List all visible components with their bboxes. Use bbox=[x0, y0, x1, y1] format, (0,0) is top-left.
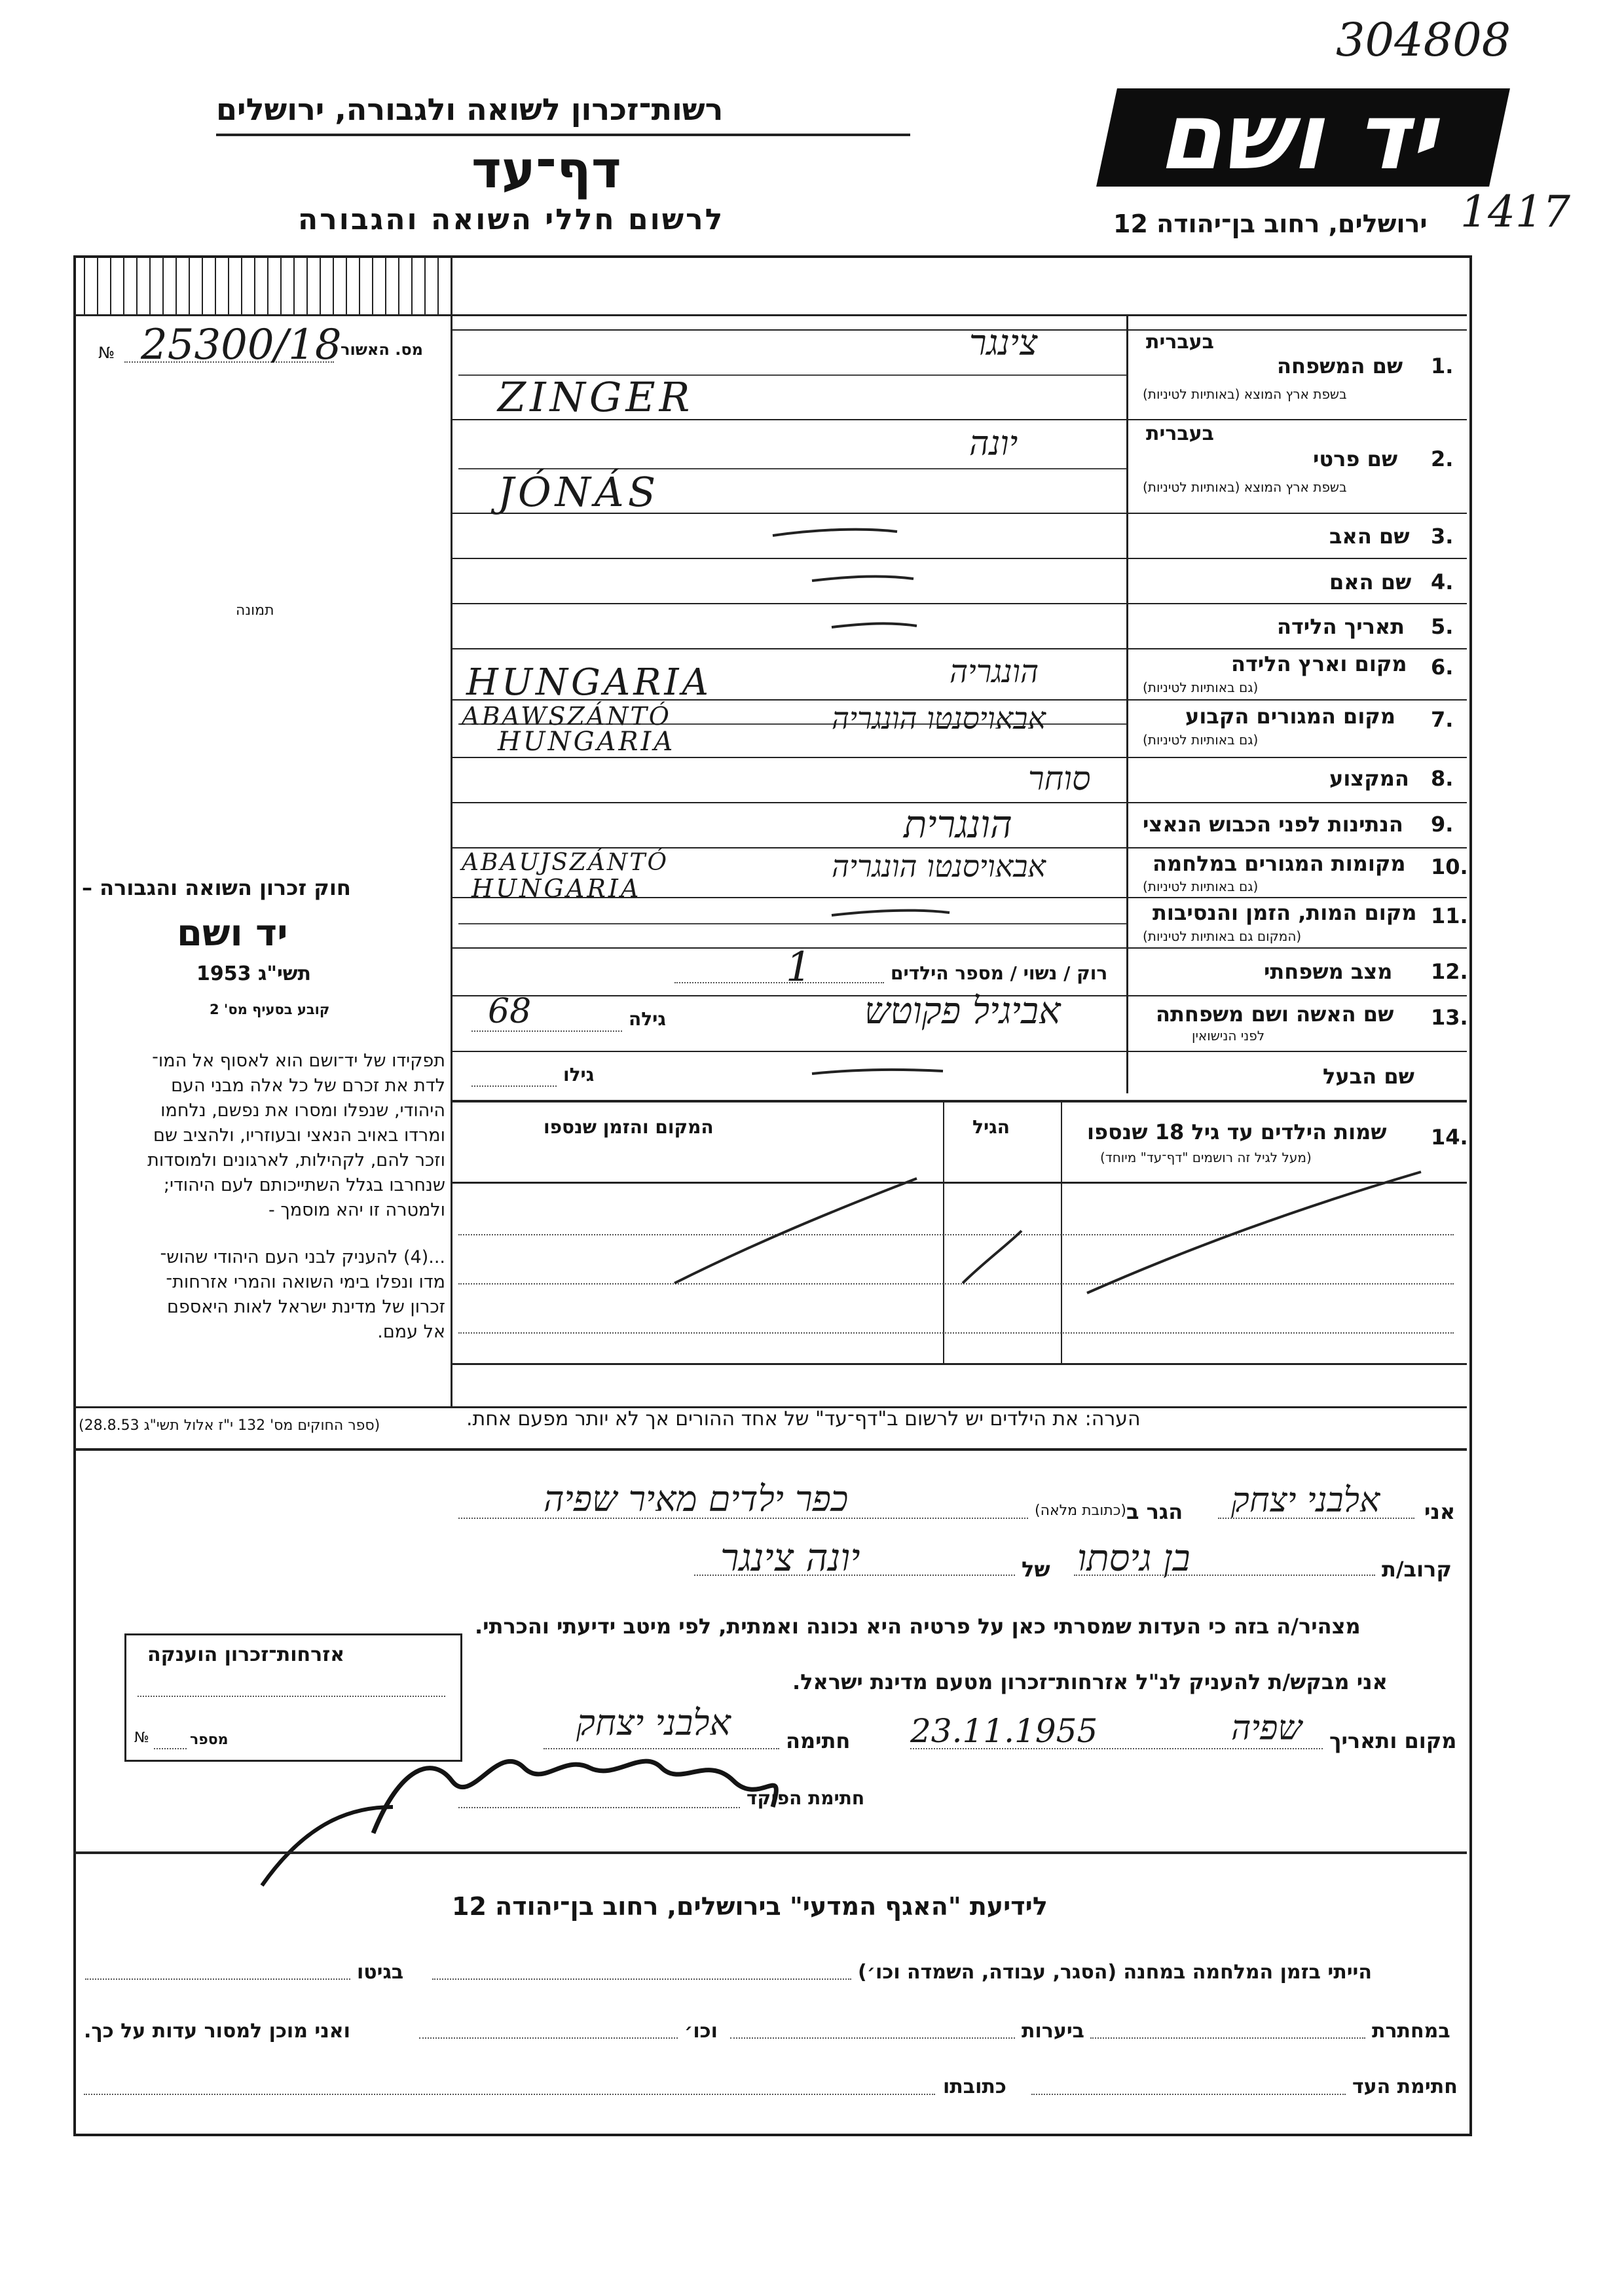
row10-sub: (גם באותיות לטיניות) bbox=[1143, 879, 1259, 894]
row13-value[interactable]: אביגיל פקוטש bbox=[864, 990, 1061, 1032]
row8-hebrew-value[interactable]: סוחר bbox=[1028, 759, 1091, 797]
footer-line2-etc: וכו׳ bbox=[684, 2020, 718, 2043]
decl-of-label: של bbox=[1022, 1557, 1050, 1582]
row9-label: הנתינות לפני הכבוש הנאצי bbox=[1143, 812, 1403, 837]
footer-line1-ghetto: בגיטו bbox=[357, 1961, 404, 1984]
children-col-names-sub: (מעל לגיל זה רושמים "דף־עד" מיוחד) bbox=[1100, 1150, 1312, 1165]
row1-sub: בשפת ארץ המוצא (באותיות לטיניות) bbox=[1143, 386, 1347, 402]
row1-number: 1. bbox=[1431, 354, 1454, 378]
decl-of-value[interactable]: יונה צינגר bbox=[720, 1535, 860, 1580]
row12-marital-options: רוק / נשוי / מספר הילדים bbox=[891, 962, 1108, 984]
stamp-number: 304808 bbox=[1336, 13, 1511, 67]
row7-hebrew-value[interactable]: אבאויסנטו הונגריה bbox=[832, 701, 1046, 736]
husband-age-label: גילו bbox=[563, 1064, 595, 1085]
decl-request: אני מבקש/ת להעניק לנ"ל אזרחות־זכרון מטעם מדינת ישראל. bbox=[792, 1669, 1388, 1694]
children-col-age: הגיל bbox=[972, 1116, 1010, 1138]
row13-label: שם האשה ושם משפחתה bbox=[1156, 1002, 1394, 1027]
law-para1-line6: שנחרבו בגלל השתייכותם לעם היהודי; bbox=[163, 1175, 445, 1195]
row5-number: 5. bbox=[1431, 614, 1454, 639]
yad-vashem-logo: יד ושם bbox=[1096, 88, 1510, 187]
decl-address-hint: (כתובת מלאה) bbox=[1035, 1503, 1126, 1519]
footer-line2-underground: במחתרת bbox=[1372, 2020, 1450, 2043]
law-para2-line3: זכרון של מדינת ישראל לאות היאספם bbox=[167, 1297, 445, 1317]
row10-hebrew-value[interactable]: אבאויסנטו הונגריה bbox=[832, 848, 1046, 884]
law-year: תשי"ג 1953 bbox=[196, 962, 312, 985]
decl-officer-label: חתימת הפוקד bbox=[747, 1787, 865, 1809]
law-para2-line1: ...(4) להעניק לבני העם היהודי שהוש־ bbox=[160, 1247, 445, 1267]
row9-hebrew-value[interactable]: הונגרית bbox=[904, 802, 1012, 847]
row10-label: מקומות המגורים במלחמה bbox=[1153, 851, 1406, 876]
row2-number: 2. bbox=[1431, 446, 1454, 471]
law-heading: חוק זכרון השואה והגבורה – bbox=[82, 875, 351, 900]
decl-name[interactable]: אלבני יצחק bbox=[1231, 1481, 1380, 1520]
law-para2-line4: אל עמם. bbox=[377, 1322, 445, 1342]
footer-line1-camp: הייתי בזמן המלחמה במחנה (הסגר, עבודה, השמדה וכו׳) bbox=[858, 1961, 1372, 1984]
row6-sub: (גם באותיות לטיניות) bbox=[1143, 680, 1259, 695]
institution-name: רשות־זכרון לשואה ולגבורה, ירושלים bbox=[216, 92, 724, 127]
decl-statement: מצהיר/ה בזה כי העדות שמסרתי כאן על פרטיה היא נכונה ואמתית, לפי מיטב ידיעתי והכרתי. bbox=[475, 1614, 1361, 1639]
row8-number: 8. bbox=[1431, 766, 1454, 791]
row6-latin-value[interactable]: HUNGARIA bbox=[466, 661, 712, 704]
row6-number: 6. bbox=[1431, 655, 1454, 680]
note-text: הערה: את הילדים יש לרשום ב"דף־עד" של אחד ההורים אך לא יותר מפעם אחת. bbox=[466, 1408, 1141, 1430]
row7-sub: (גם באותיות לטיניות) bbox=[1143, 732, 1259, 748]
row1-hebrew-value[interactable]: צינגר bbox=[969, 322, 1038, 363]
footer-line3-address: כתובתו bbox=[943, 2075, 1006, 2098]
decl-place-date-label: מקום ותאריך bbox=[1329, 1728, 1457, 1753]
row7-label: מקום המגורים הקבוע bbox=[1185, 704, 1396, 729]
row12-number: 12. bbox=[1431, 959, 1468, 984]
law-clause: קובע בסעיף מס' 2 bbox=[210, 1002, 330, 1017]
decl-residing-label: הגר ב bbox=[1126, 1499, 1183, 1524]
row10-latin-value2[interactable]: HUNGARIA bbox=[471, 874, 642, 903]
decl-signature-label: חתימה bbox=[786, 1728, 851, 1753]
row2-latin-value[interactable]: JÓNÁS bbox=[498, 468, 660, 516]
row12-children-count[interactable]: 1 bbox=[786, 943, 812, 991]
row13-age-value[interactable]: 68 bbox=[488, 992, 532, 1031]
children-table-number: 14. bbox=[1431, 1125, 1468, 1150]
row11-sub: (המקום גם באותיות לטיניות) bbox=[1143, 928, 1302, 944]
law-para1-line2: לדת את זכרם של כל אלה מבני העם bbox=[171, 1076, 445, 1096]
footer-title: לידיעת "האגף המדעי" בירושלים, רחוב בן־יהודה 12 bbox=[452, 1892, 1048, 1921]
approval-label: מס. האשור bbox=[341, 340, 423, 359]
citizenship-box-title: אזרחות־זכרון הוענקה bbox=[147, 1643, 345, 1666]
decl-place-value[interactable]: שפיה bbox=[1231, 1709, 1302, 1748]
law-para1-line7: ולמטרה זו יהא מוסמך - bbox=[268, 1200, 445, 1220]
row3-number: 3. bbox=[1431, 524, 1454, 549]
row13-number: 13. bbox=[1431, 1005, 1468, 1030]
row13-age-label: גילה bbox=[629, 1008, 666, 1030]
decl-date-value[interactable]: 23.11.1955 bbox=[910, 1712, 1098, 1750]
law-source: (ספר החוקים מס' 132 י"ז אלול תשי"ג 28.8.53) bbox=[79, 1417, 380, 1434]
row2-label: שם פרטי bbox=[1313, 446, 1398, 471]
law-para1-line3: היהודי, שנפלו ומסרו את נפשם, נלחמו bbox=[160, 1101, 445, 1121]
row1-label: שם המשפחה bbox=[1277, 354, 1403, 378]
law-institution-name: יד ושם bbox=[177, 912, 288, 955]
law-para1-line4: ומרדו באויב הנאצי ובעוזריו, ולהציב שם bbox=[153, 1125, 445, 1146]
decl-address-value[interactable]: כפר ילדים מאיר שפיה bbox=[544, 1478, 849, 1520]
row7-latin-value2[interactable]: HUNGARIA bbox=[498, 727, 676, 757]
row12-label: מצב משפחתי bbox=[1264, 959, 1393, 984]
row7-latin-value[interactable]: ABAWSZÁNTÓ bbox=[462, 702, 671, 731]
decl-i-label: אני bbox=[1424, 1499, 1456, 1524]
decl-relation-value[interactable]: בן גיסתו bbox=[1077, 1537, 1190, 1580]
citizenship-number-prefix: № bbox=[134, 1730, 149, 1746]
decl-relative-label: קרוב/ת bbox=[1382, 1557, 1452, 1582]
approval-number: 25300/18 bbox=[141, 321, 342, 369]
row11-number: 11. bbox=[1431, 903, 1468, 928]
row2-sub: בשפת ארץ המוצא (באותיות לטיניות) bbox=[1143, 479, 1347, 495]
row1-hebrew-tag: בעברית bbox=[1146, 331, 1214, 354]
row4-number: 4. bbox=[1431, 570, 1454, 594]
row2-hebrew-value[interactable]: יונה bbox=[969, 424, 1018, 464]
form-title: דף־עד bbox=[471, 141, 621, 200]
decl-signature[interactable]: אלבני יצחק bbox=[576, 1702, 731, 1743]
form-subtitle: לרשום חללי השואה והגבורה bbox=[298, 203, 725, 236]
law-para1-line5: וזכר להם, לקהילות, לארגונים ולמוסדות bbox=[147, 1150, 445, 1171]
institution-address: ירושלים, רחוב בן־יהודה 12 bbox=[1113, 210, 1428, 238]
law-para1-line1: תפקידו של יד־ושם הוא לאסוף אל המו־ bbox=[152, 1051, 445, 1071]
row2-hebrew-tag: בעברית bbox=[1146, 422, 1214, 445]
citizenship-number-label: מספר bbox=[190, 1732, 229, 1748]
row13-sub: לפני הנישואין bbox=[1192, 1028, 1265, 1044]
photo-placeholder-label: תמונה bbox=[236, 602, 274, 619]
row10-number: 10. bbox=[1431, 854, 1468, 879]
handwritten-mark: 1417 bbox=[1460, 187, 1570, 237]
row1-latin-value[interactable]: ZINGER bbox=[498, 373, 694, 421]
row6-label: מקום וארץ הלידה bbox=[1231, 651, 1407, 676]
children-col-names: שמות הילדים עד גיל 18 שנספו bbox=[1087, 1120, 1387, 1144]
row6-hebrew-value[interactable]: הונגריה bbox=[950, 653, 1039, 690]
row4-label: שם האם bbox=[1329, 570, 1412, 594]
row3-label: שם האב bbox=[1329, 524, 1410, 549]
row7-number: 7. bbox=[1431, 707, 1454, 732]
children-col-place: המקום והזמן שנספו bbox=[544, 1116, 714, 1138]
row5-label: תאריך הלידה bbox=[1277, 614, 1405, 639]
footer-line2-ready: ואני מוכן למסור עדות על כך. bbox=[84, 2020, 350, 2043]
row11-label: מקום המות, הזמן והנסיבות bbox=[1153, 900, 1417, 925]
footer-line2-forests: ביערות bbox=[1022, 2020, 1084, 2043]
law-para2-line2: מדו ונפלו בימי השואה והמרי אזרחות־ bbox=[166, 1272, 445, 1292]
footer-line3-witness-sig: חתימת העד bbox=[1352, 2075, 1458, 2098]
husband-label: שם הבעל bbox=[1323, 1064, 1414, 1089]
approval-prefix: № bbox=[98, 344, 115, 362]
row10-latin-value[interactable]: ABAUJSZÁNTÓ bbox=[462, 849, 669, 876]
row8-label: המקצוע bbox=[1329, 766, 1409, 791]
row9-number: 9. bbox=[1431, 812, 1454, 837]
